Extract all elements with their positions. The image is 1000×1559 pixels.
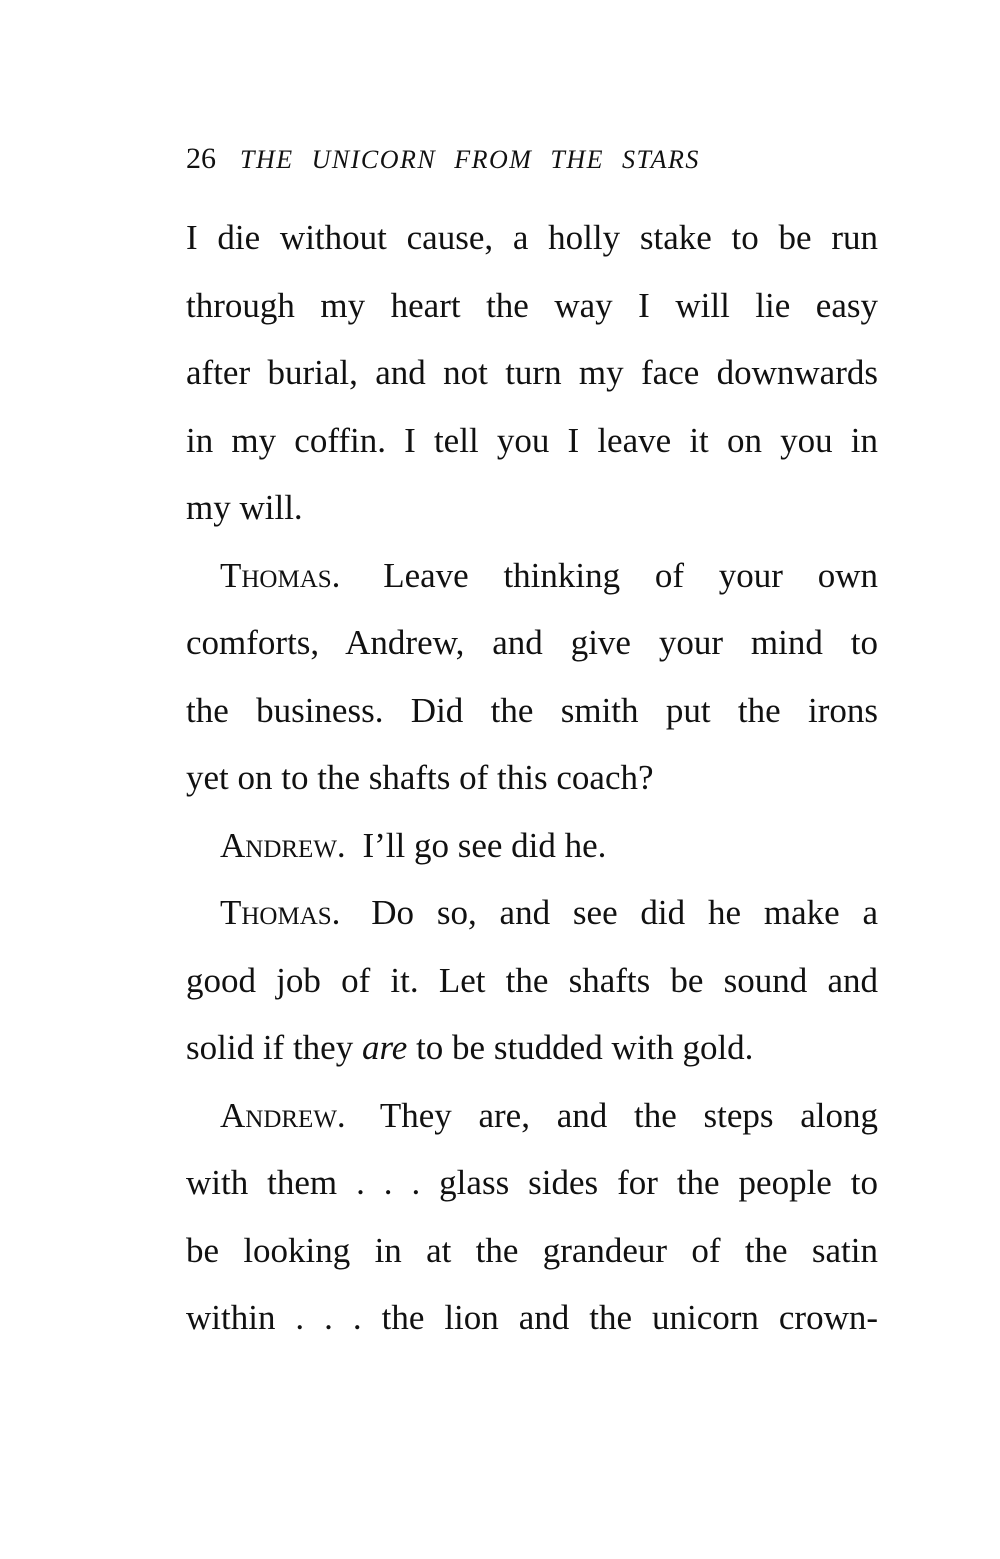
text-line: yet on to the shafts of this coach? [186, 758, 654, 797]
text-line [186, 542, 878, 610]
text-line: through my heart the way I will lie easy [186, 285, 878, 325]
text-line: with them . . . glass sides for the people to [186, 1163, 878, 1202]
body-text [186, 204, 878, 1352]
text-line: good job of it. Let the shafts be sound and [186, 960, 878, 1000]
running-title: THE UNICORN FROM THE STARS [240, 145, 700, 174]
paragraph [186, 542, 878, 812]
text-line: my will. [186, 488, 303, 527]
line-text: I’ll go see did he. [362, 825, 607, 865]
line-text: to be studded with gold. [407, 1028, 754, 1067]
speaker-name: Thomas. [220, 555, 341, 595]
text-line: within . . . the lion and the unicorn crown- [186, 1298, 878, 1337]
speaker-name: Andrew. [220, 1095, 346, 1135]
text-line: after burial, and not turn my face downwards [186, 353, 878, 392]
line-text: Leave thinking of your own [383, 555, 878, 595]
text-line [186, 1082, 878, 1150]
line-text: Do so, and see did he make a [371, 893, 878, 932]
running-head [186, 139, 826, 179]
text-line: comforts, Andrew, and give your mind to [186, 623, 878, 662]
text-line: in my coffin. I tell you I leave it on you in [186, 420, 878, 460]
text-line: be looking in at the grandeur of the satin [186, 1230, 878, 1270]
line-text: They are, and the steps along [379, 1095, 878, 1135]
paragraph [186, 879, 878, 1082]
page-number: 26 [186, 142, 216, 175]
paragraph [186, 1082, 878, 1352]
text-line [186, 879, 878, 947]
speaker-name: Thomas. [220, 893, 341, 932]
text-line [186, 812, 878, 880]
line-text: solid if they [186, 1028, 362, 1067]
text-line: the business. Did the smith put the irons [186, 690, 878, 730]
text-line: I die without cause, a holly stake to be run [186, 218, 878, 257]
emphasis-text: are [361, 1028, 408, 1067]
text-line [186, 1014, 878, 1082]
paragraph [186, 812, 878, 880]
speaker-name: Andrew. [220, 825, 346, 865]
paragraph [186, 204, 878, 542]
